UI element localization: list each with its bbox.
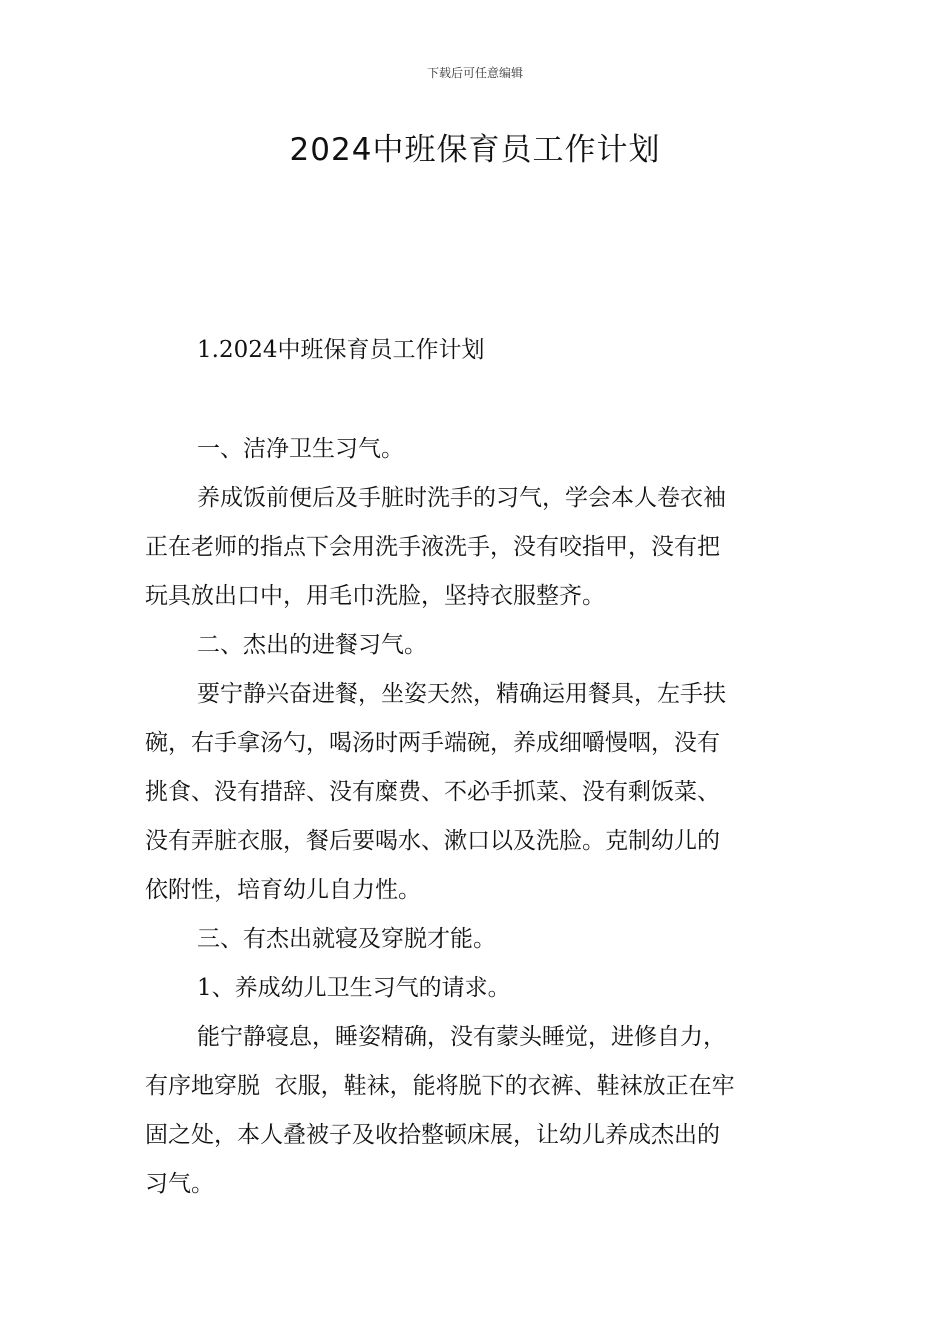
document-body — [145, 425, 810, 1209]
paragraph-line: 固之处，本人叠被子及收拾整顿床展，让幼儿养成杰出的 — [145, 1122, 720, 1148]
paragraph-line: 养成饭前便后及手脏时洗手的习气，学会本人卷衣袖 — [197, 485, 726, 511]
subheading-requirements: 1、养成幼儿卫生习气的请求。 — [197, 975, 511, 1001]
document-title: 2024中班保育员工作计划 — [289, 132, 661, 168]
paragraph-line: 依附性，培育幼儿自力性。 — [145, 877, 421, 903]
heading-sleep: 三、有杰出就寝及穿脱才能。 — [197, 926, 496, 952]
paragraph-line: 挑食、没有措辞、没有糜费、不必手抓菜、没有剩饭菜、 — [145, 779, 720, 805]
header-note: 下载后可任意编辑 — [426, 66, 523, 80]
section-heading-block — [145, 326, 810, 375]
heading-hygiene: 一、洁净卫生习气。 — [197, 436, 404, 462]
paragraph-line: 有序地穿脱 衣服，鞋袜，能将脱下的衣裤、鞋袜放正在牢 — [145, 1073, 735, 1099]
section-heading: 1.2024中班保育员工作计划 — [197, 337, 485, 363]
paragraph-line: 能宁静寝息，睡姿精确，没有蒙头睡觉，进修自力， — [197, 1024, 726, 1050]
heading-dining: 二、杰出的进餐习气。 — [197, 632, 427, 658]
paragraph-line: 碗，右手拿汤勺，喝汤时两手端碗，养成细嚼慢咽，没有 — [145, 730, 720, 756]
paragraph-line: 玩具放出口中，用毛巾洗脸，坚持衣服整齐。 — [145, 583, 605, 609]
paragraph-line: 要宁静兴奋进餐，坐姿天然，精确运用餐具，左手扶 — [197, 681, 726, 707]
paragraph-line: 习气。 — [145, 1171, 214, 1197]
paragraph-line: 没有弄脏衣服，餐后要喝水、漱口以及洗脸。克制幼儿的 — [145, 828, 720, 854]
paragraph-line: 正在老师的指点下会用洗手液洗手，没有咬指甲，没有把 — [145, 534, 720, 560]
